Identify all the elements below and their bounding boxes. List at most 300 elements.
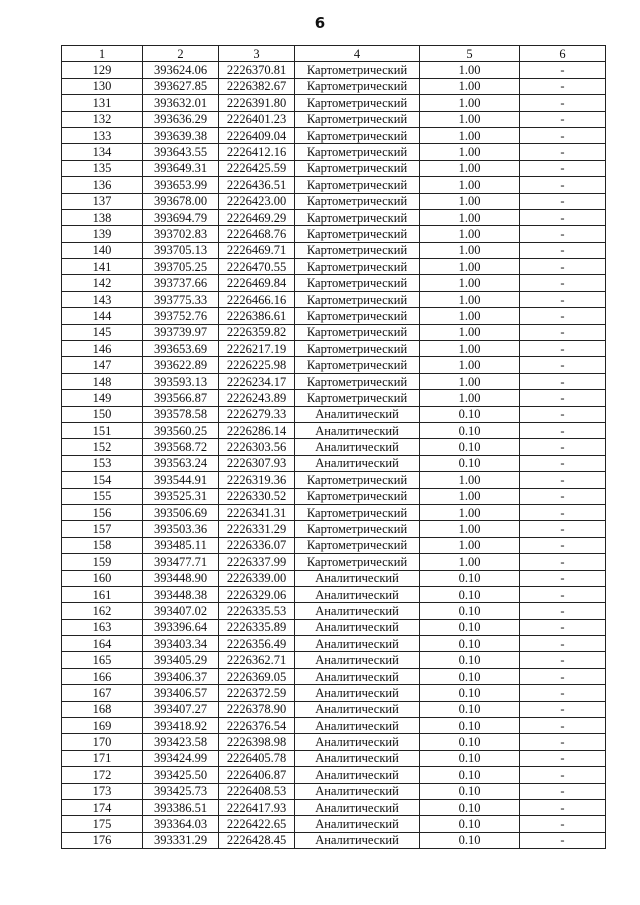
table-header — [62, 46, 606, 62]
y-coordinate-cell: 2226243.89 — [219, 390, 295, 406]
column-header-2: 2 — [143, 46, 219, 62]
point-number-cell: 133 — [62, 127, 143, 143]
table-row — [62, 144, 606, 160]
point-number-cell: 129 — [62, 62, 143, 78]
accuracy-cell: 0.10 — [420, 799, 520, 815]
accuracy-cell: 1.00 — [420, 259, 520, 275]
accuracy-cell: 1.00 — [420, 324, 520, 340]
note-cell: - — [520, 668, 606, 684]
y-coordinate-cell: 2226466.16 — [219, 291, 295, 307]
y-coordinate-cell: 2226319.36 — [219, 472, 295, 488]
method-cell: Картометрический — [295, 111, 420, 127]
method-cell: Картометрический — [295, 127, 420, 143]
y-coordinate-cell: 2226401.23 — [219, 111, 295, 127]
point-number-cell: 139 — [62, 226, 143, 242]
x-coordinate-cell: 393653.69 — [143, 341, 219, 357]
y-coordinate-cell: 2226225.98 — [219, 357, 295, 373]
method-cell: Аналитический — [295, 701, 420, 717]
y-coordinate-cell: 2226469.71 — [219, 242, 295, 258]
point-number-cell: 160 — [62, 570, 143, 586]
y-coordinate-cell: 2226425.59 — [219, 160, 295, 176]
point-number-cell: 167 — [62, 685, 143, 701]
note-cell: - — [520, 341, 606, 357]
coordinates-table — [61, 45, 606, 849]
x-coordinate-cell: 393627.85 — [143, 78, 219, 94]
method-cell: Картометрический — [295, 504, 420, 520]
x-coordinate-cell: 393593.13 — [143, 373, 219, 389]
column-header-5: 5 — [420, 46, 520, 62]
accuracy-cell: 1.00 — [420, 144, 520, 160]
table-row — [62, 209, 606, 225]
x-coordinate-cell: 393643.55 — [143, 144, 219, 160]
note-cell: - — [520, 390, 606, 406]
y-coordinate-cell: 2226356.49 — [219, 636, 295, 652]
point-number-cell: 163 — [62, 619, 143, 635]
x-coordinate-cell: 393622.89 — [143, 357, 219, 373]
point-number-cell: 176 — [62, 832, 143, 848]
point-number-cell: 158 — [62, 537, 143, 553]
point-number-cell: 174 — [62, 799, 143, 815]
note-cell: - — [520, 636, 606, 652]
y-coordinate-cell: 2226412.16 — [219, 144, 295, 160]
method-cell: Картометрический — [295, 144, 420, 160]
accuracy-cell: 1.00 — [420, 357, 520, 373]
note-cell: - — [520, 160, 606, 176]
method-cell: Аналитический — [295, 439, 420, 455]
method-cell: Картометрический — [295, 521, 420, 537]
table-row — [62, 718, 606, 734]
y-coordinate-cell: 2226362.71 — [219, 652, 295, 668]
y-coordinate-cell: 2226303.56 — [219, 439, 295, 455]
method-cell: Картометрический — [295, 62, 420, 78]
method-cell: Картометрический — [295, 177, 420, 193]
note-cell: - — [520, 357, 606, 373]
table-row — [62, 701, 606, 717]
method-cell: Картометрический — [295, 308, 420, 324]
y-coordinate-cell: 2226341.31 — [219, 504, 295, 520]
note-cell: - — [520, 832, 606, 848]
x-coordinate-cell: 393678.00 — [143, 193, 219, 209]
y-coordinate-cell: 2226339.00 — [219, 570, 295, 586]
table-row — [62, 832, 606, 848]
y-coordinate-cell: 2226336.07 — [219, 537, 295, 553]
note-cell: - — [520, 554, 606, 570]
x-coordinate-cell: 393418.92 — [143, 718, 219, 734]
note-cell: - — [520, 439, 606, 455]
table-row — [62, 619, 606, 635]
note-cell: - — [520, 767, 606, 783]
point-number-cell: 172 — [62, 767, 143, 783]
point-number-cell: 151 — [62, 422, 143, 438]
accuracy-cell: 0.10 — [420, 685, 520, 701]
note-cell: - — [520, 275, 606, 291]
table-row — [62, 406, 606, 422]
point-number-cell: 130 — [62, 78, 143, 94]
note-cell: - — [520, 62, 606, 78]
x-coordinate-cell: 393739.97 — [143, 324, 219, 340]
x-coordinate-cell: 393364.03 — [143, 816, 219, 832]
point-number-cell: 141 — [62, 259, 143, 275]
point-number-cell: 162 — [62, 603, 143, 619]
note-cell: - — [520, 242, 606, 258]
point-number-cell: 149 — [62, 390, 143, 406]
table-row — [62, 226, 606, 242]
table-row — [62, 373, 606, 389]
table-row — [62, 439, 606, 455]
note-cell: - — [520, 619, 606, 635]
accuracy-cell: 1.00 — [420, 537, 520, 553]
accuracy-cell: 1.00 — [420, 111, 520, 127]
x-coordinate-cell: 393425.73 — [143, 783, 219, 799]
table-row — [62, 193, 606, 209]
method-cell: Аналитический — [295, 652, 420, 668]
method-cell: Аналитический — [295, 832, 420, 848]
table-row — [62, 521, 606, 537]
point-number-cell: 140 — [62, 242, 143, 258]
y-coordinate-cell: 2226330.52 — [219, 488, 295, 504]
x-coordinate-cell: 393705.13 — [143, 242, 219, 258]
accuracy-cell: 1.00 — [420, 160, 520, 176]
y-coordinate-cell: 2226469.29 — [219, 209, 295, 225]
note-cell: - — [520, 193, 606, 209]
x-coordinate-cell: 393405.29 — [143, 652, 219, 668]
note-cell: - — [520, 111, 606, 127]
x-coordinate-cell: 393331.29 — [143, 832, 219, 848]
accuracy-cell: 1.00 — [420, 488, 520, 504]
note-cell: - — [520, 324, 606, 340]
x-coordinate-cell: 393775.33 — [143, 291, 219, 307]
accuracy-cell: 1.00 — [420, 521, 520, 537]
table-row — [62, 259, 606, 275]
y-coordinate-cell: 2226428.45 — [219, 832, 295, 848]
y-coordinate-cell: 2226386.61 — [219, 308, 295, 324]
accuracy-cell: 1.00 — [420, 62, 520, 78]
column-header-6: 6 — [520, 46, 606, 62]
accuracy-cell: 0.10 — [420, 701, 520, 717]
x-coordinate-cell: 393737.66 — [143, 275, 219, 291]
column-header-3: 3 — [219, 46, 295, 62]
table-row — [62, 455, 606, 471]
x-coordinate-cell: 393407.02 — [143, 603, 219, 619]
y-coordinate-cell: 2226391.80 — [219, 95, 295, 111]
y-coordinate-cell: 2226234.17 — [219, 373, 295, 389]
table-row — [62, 127, 606, 143]
accuracy-cell: 1.00 — [420, 341, 520, 357]
table-row — [62, 62, 606, 78]
x-coordinate-cell: 393386.51 — [143, 799, 219, 815]
method-cell: Аналитический — [295, 406, 420, 422]
x-coordinate-cell: 393525.31 — [143, 488, 219, 504]
method-cell: Картометрический — [295, 554, 420, 570]
x-coordinate-cell: 393403.34 — [143, 636, 219, 652]
x-coordinate-cell: 393396.64 — [143, 619, 219, 635]
accuracy-cell: 0.10 — [420, 668, 520, 684]
note-cell: - — [520, 422, 606, 438]
point-number-cell: 166 — [62, 668, 143, 684]
x-coordinate-cell: 393632.01 — [143, 95, 219, 111]
note-cell: - — [520, 603, 606, 619]
y-coordinate-cell: 2226286.14 — [219, 422, 295, 438]
table-row — [62, 586, 606, 602]
method-cell: Картометрический — [295, 373, 420, 389]
point-number-cell: 161 — [62, 586, 143, 602]
note-cell: - — [520, 685, 606, 701]
table-row — [62, 636, 606, 652]
x-coordinate-cell: 393544.91 — [143, 472, 219, 488]
accuracy-cell: 1.00 — [420, 472, 520, 488]
method-cell: Картометрический — [295, 291, 420, 307]
note-cell: - — [520, 472, 606, 488]
table-row — [62, 308, 606, 324]
accuracy-cell: 0.10 — [420, 619, 520, 635]
y-coordinate-cell: 2226372.59 — [219, 685, 295, 701]
point-number-cell: 145 — [62, 324, 143, 340]
accuracy-cell: 1.00 — [420, 78, 520, 94]
method-cell: Аналитический — [295, 619, 420, 635]
table-row — [62, 734, 606, 750]
accuracy-cell: 0.10 — [420, 816, 520, 832]
method-cell: Картометрический — [295, 209, 420, 225]
note-cell: - — [520, 308, 606, 324]
note-cell: - — [520, 291, 606, 307]
y-coordinate-cell: 2226376.54 — [219, 718, 295, 734]
accuracy-cell: 0.10 — [420, 406, 520, 422]
accuracy-cell: 0.10 — [420, 636, 520, 652]
note-cell: - — [520, 504, 606, 520]
y-coordinate-cell: 2226331.29 — [219, 521, 295, 537]
y-coordinate-cell: 2226423.00 — [219, 193, 295, 209]
accuracy-cell: 1.00 — [420, 226, 520, 242]
table-row — [62, 504, 606, 520]
accuracy-cell: 1.00 — [420, 95, 520, 111]
x-coordinate-cell: 393694.79 — [143, 209, 219, 225]
x-coordinate-cell: 393705.25 — [143, 259, 219, 275]
x-coordinate-cell: 393407.27 — [143, 701, 219, 717]
note-cell: - — [520, 259, 606, 275]
point-number-cell: 132 — [62, 111, 143, 127]
point-number-cell: 143 — [62, 291, 143, 307]
point-number-cell: 159 — [62, 554, 143, 570]
accuracy-cell: 0.10 — [420, 570, 520, 586]
note-cell: - — [520, 144, 606, 160]
table-row — [62, 570, 606, 586]
y-coordinate-cell: 2226217.19 — [219, 341, 295, 357]
y-coordinate-cell: 2226417.93 — [219, 799, 295, 815]
accuracy-cell: 1.00 — [420, 390, 520, 406]
y-coordinate-cell: 2226406.87 — [219, 767, 295, 783]
table-row — [62, 291, 606, 307]
accuracy-cell: 1.00 — [420, 291, 520, 307]
method-cell: Аналитический — [295, 767, 420, 783]
accuracy-cell: 1.00 — [420, 242, 520, 258]
point-number-cell: 147 — [62, 357, 143, 373]
method-cell: Аналитический — [295, 422, 420, 438]
note-cell: - — [520, 209, 606, 225]
y-coordinate-cell: 2226307.93 — [219, 455, 295, 471]
x-coordinate-cell: 393578.58 — [143, 406, 219, 422]
note-cell: - — [520, 750, 606, 766]
point-number-cell: 131 — [62, 95, 143, 111]
point-number-cell: 175 — [62, 816, 143, 832]
table-body — [62, 62, 606, 849]
method-cell: Аналитический — [295, 685, 420, 701]
table-row — [62, 422, 606, 438]
method-cell: Картометрический — [295, 226, 420, 242]
accuracy-cell: 0.10 — [420, 422, 520, 438]
note-cell: - — [520, 816, 606, 832]
table-row — [62, 95, 606, 111]
method-cell: Аналитический — [295, 636, 420, 652]
x-coordinate-cell: 393639.38 — [143, 127, 219, 143]
x-coordinate-cell: 393448.38 — [143, 586, 219, 602]
table-row — [62, 341, 606, 357]
point-number-cell: 171 — [62, 750, 143, 766]
note-cell: - — [520, 127, 606, 143]
point-number-cell: 156 — [62, 504, 143, 520]
page-number: 6 — [314, 14, 326, 32]
method-cell: Картометрический — [295, 193, 420, 209]
method-cell: Аналитический — [295, 750, 420, 766]
point-number-cell: 146 — [62, 341, 143, 357]
note-cell: - — [520, 521, 606, 537]
x-coordinate-cell: 393477.71 — [143, 554, 219, 570]
point-number-cell: 148 — [62, 373, 143, 389]
note-cell: - — [520, 177, 606, 193]
point-number-cell: 153 — [62, 455, 143, 471]
y-coordinate-cell: 2226337.99 — [219, 554, 295, 570]
table-row — [62, 111, 606, 127]
y-coordinate-cell: 2226468.76 — [219, 226, 295, 242]
point-number-cell: 138 — [62, 209, 143, 225]
y-coordinate-cell: 2226329.06 — [219, 586, 295, 602]
method-cell: Картометрический — [295, 259, 420, 275]
method-cell: Картометрический — [295, 275, 420, 291]
note-cell: - — [520, 78, 606, 94]
x-coordinate-cell: 393563.24 — [143, 455, 219, 471]
method-cell: Картометрический — [295, 341, 420, 357]
accuracy-cell: 0.10 — [420, 586, 520, 602]
accuracy-cell: 1.00 — [420, 554, 520, 570]
note-cell: - — [520, 406, 606, 422]
accuracy-cell: 0.10 — [420, 750, 520, 766]
method-cell: Картометрический — [295, 537, 420, 553]
method-cell: Аналитический — [295, 668, 420, 684]
method-cell: Картометрический — [295, 324, 420, 340]
note-cell: - — [520, 95, 606, 111]
method-cell: Картометрический — [295, 160, 420, 176]
note-cell: - — [520, 783, 606, 799]
table-row — [62, 554, 606, 570]
y-coordinate-cell: 2226409.04 — [219, 127, 295, 143]
x-coordinate-cell: 393568.72 — [143, 439, 219, 455]
x-coordinate-cell: 393752.76 — [143, 308, 219, 324]
x-coordinate-cell: 393503.36 — [143, 521, 219, 537]
note-cell: - — [520, 570, 606, 586]
accuracy-cell: 0.10 — [420, 718, 520, 734]
note-cell: - — [520, 734, 606, 750]
y-coordinate-cell: 2226279.33 — [219, 406, 295, 422]
table-row — [62, 390, 606, 406]
point-number-cell: 164 — [62, 636, 143, 652]
y-coordinate-cell: 2226382.67 — [219, 78, 295, 94]
table-row — [62, 652, 606, 668]
y-coordinate-cell: 2226369.05 — [219, 668, 295, 684]
x-coordinate-cell: 393649.31 — [143, 160, 219, 176]
x-coordinate-cell: 393448.90 — [143, 570, 219, 586]
x-coordinate-cell: 393424.99 — [143, 750, 219, 766]
accuracy-cell: 0.10 — [420, 439, 520, 455]
y-coordinate-cell: 2226436.51 — [219, 177, 295, 193]
accuracy-cell: 0.10 — [420, 734, 520, 750]
point-number-cell: 168 — [62, 701, 143, 717]
method-cell: Аналитический — [295, 783, 420, 799]
x-coordinate-cell: 393425.50 — [143, 767, 219, 783]
note-cell: - — [520, 718, 606, 734]
y-coordinate-cell: 2226405.78 — [219, 750, 295, 766]
y-coordinate-cell: 2226378.90 — [219, 701, 295, 717]
note-cell: - — [520, 701, 606, 717]
table-row — [62, 799, 606, 815]
point-number-cell: 135 — [62, 160, 143, 176]
x-coordinate-cell: 393653.99 — [143, 177, 219, 193]
point-number-cell: 150 — [62, 406, 143, 422]
point-number-cell: 134 — [62, 144, 143, 160]
accuracy-cell: 1.00 — [420, 308, 520, 324]
x-coordinate-cell: 393702.83 — [143, 226, 219, 242]
note-cell: - — [520, 586, 606, 602]
point-number-cell: 169 — [62, 718, 143, 734]
table-row — [62, 177, 606, 193]
table-row — [62, 816, 606, 832]
accuracy-cell: 0.10 — [420, 603, 520, 619]
note-cell: - — [520, 799, 606, 815]
note-cell: - — [520, 537, 606, 553]
accuracy-cell: 1.00 — [420, 373, 520, 389]
header-row — [62, 46, 606, 62]
point-number-cell: 157 — [62, 521, 143, 537]
point-number-cell: 136 — [62, 177, 143, 193]
y-coordinate-cell: 2226469.84 — [219, 275, 295, 291]
table-row — [62, 603, 606, 619]
note-cell: - — [520, 226, 606, 242]
table-row — [62, 357, 606, 373]
table-row — [62, 767, 606, 783]
x-coordinate-cell: 393624.06 — [143, 62, 219, 78]
note-cell: - — [520, 455, 606, 471]
accuracy-cell: 1.00 — [420, 127, 520, 143]
table-row — [62, 242, 606, 258]
x-coordinate-cell: 393560.25 — [143, 422, 219, 438]
table-row — [62, 668, 606, 684]
method-cell: Картометрический — [295, 78, 420, 94]
accuracy-cell: 0.10 — [420, 652, 520, 668]
note-cell: - — [520, 373, 606, 389]
accuracy-cell: 1.00 — [420, 209, 520, 225]
accuracy-cell: 1.00 — [420, 275, 520, 291]
x-coordinate-cell: 393485.11 — [143, 537, 219, 553]
table-row — [62, 750, 606, 766]
method-cell: Аналитический — [295, 734, 420, 750]
method-cell: Аналитический — [295, 570, 420, 586]
point-number-cell: 173 — [62, 783, 143, 799]
method-cell: Картометрический — [295, 472, 420, 488]
table-row — [62, 685, 606, 701]
y-coordinate-cell: 2226335.89 — [219, 619, 295, 635]
table-row — [62, 160, 606, 176]
method-cell: Картометрический — [295, 95, 420, 111]
accuracy-cell: 0.10 — [420, 832, 520, 848]
x-coordinate-cell: 393636.29 — [143, 111, 219, 127]
